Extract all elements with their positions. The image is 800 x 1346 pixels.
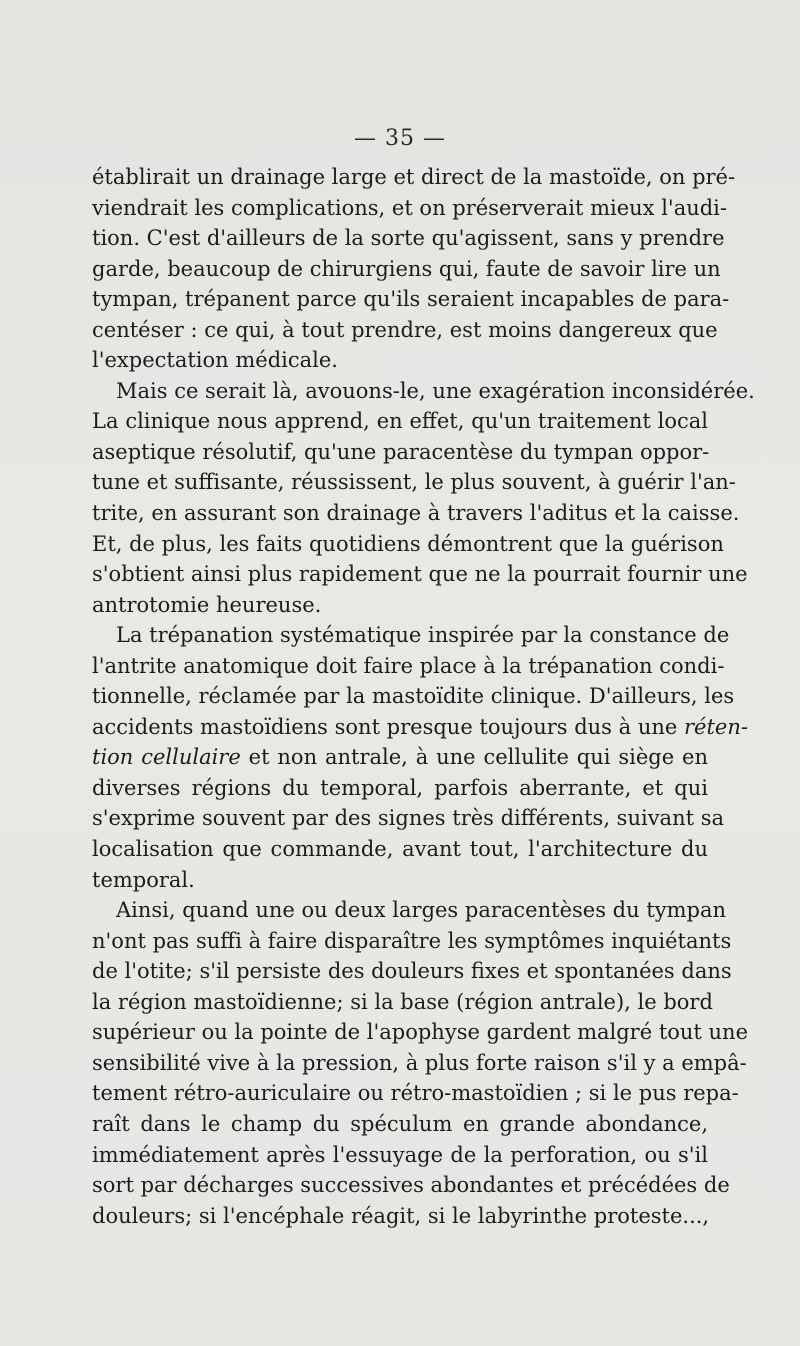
text-line <box>92 712 748 743</box>
text-line <box>92 803 725 834</box>
italic-text: réten- <box>683 714 748 739</box>
text-line <box>92 559 748 590</box>
text-line <box>92 834 708 865</box>
line-text: trite, en assurant son drainage à travers l'aditus et la caisse. <box>92 501 740 526</box>
line-text: la région mastoïdienne; si la base (région antrale), le bord <box>92 989 713 1014</box>
text-line <box>92 1017 749 1048</box>
line-text: accidents mastoïdiens sont presque toujours dus à une <box>92 714 684 739</box>
text-line <box>92 1048 747 1079</box>
line-text: et non antrale, à une cellulite qui siège en <box>240 745 708 770</box>
text-line <box>92 987 713 1018</box>
text-line <box>92 345 708 376</box>
italic-text: tion cellulaire <box>92 745 241 770</box>
line-text: tune et suffisante, réussissent, le plus souvent, à guérir l'an- <box>92 470 736 495</box>
text-line <box>92 406 708 437</box>
text-line <box>92 315 718 346</box>
text-line <box>92 1078 739 1109</box>
text-line <box>92 865 708 896</box>
text-line <box>92 1140 708 1171</box>
text-line <box>92 284 730 315</box>
line-text: n'ont pas suffi à faire disparaître les symptômes inquiétants <box>92 928 732 953</box>
line-text: tion. C'est d'ailleurs de la sorte qu'agissent, sans y prendre <box>92 226 725 251</box>
text-line <box>92 956 732 987</box>
line-text: Et, de plus, les faits quotidiens démontrent que la guérison <box>92 531 724 556</box>
line-text: immédiatement après l'essuyage de la perforation, ou s'il <box>92 1142 708 1167</box>
line-text: localisation que commande, avant tout, l'architecture du <box>92 837 708 862</box>
text-line <box>92 1201 708 1232</box>
text-line <box>92 926 732 957</box>
line-text: sensibilité vive à la pression, à plus forte raison s'il y a empâ- <box>92 1050 747 1075</box>
line-text: antrotomie heureuse. <box>92 592 322 617</box>
text-line <box>92 773 708 804</box>
line-text: viendrait les complications, et on préserverait mieux l'audi- <box>92 195 727 220</box>
line-text: La trépanation systématique inspirée par la constance de <box>116 623 730 648</box>
line-text: aseptique résolutif, qu'une paracentèse du tympan oppor- <box>92 439 710 464</box>
text-line <box>92 437 708 468</box>
line-text: s'obtient ainsi plus rapidement que ne la pourrait fournir une <box>92 562 748 587</box>
line-text: tympan, trépanent parce qu'ils seraient incapables de para- <box>92 287 730 312</box>
text-line <box>92 254 721 285</box>
text-line <box>92 1109 708 1140</box>
text-line <box>92 1170 730 1201</box>
line-text: La clinique nous apprend, en effet, qu'un traitement local <box>92 409 708 434</box>
line-text: raît dans le champ du spéculum en grande abondance, <box>92 1111 708 1136</box>
text-line <box>92 620 730 651</box>
line-text: douleurs; si l'encéphale réagit, si le labyrinthe proteste..., <box>92 1203 710 1228</box>
line-text: temporal. <box>92 867 195 892</box>
text-line <box>92 529 724 560</box>
text-line <box>92 590 708 621</box>
page-number: — 35 — <box>354 126 446 151</box>
line-text: sort par décharges successives abondantes et précédées de <box>92 1173 730 1198</box>
line-text: centéser : ce qui, à tout prendre, est moins dangereux que <box>92 317 718 342</box>
text-line <box>92 681 735 712</box>
line-text: l'antrite anatomique doit faire place à la trépanation condi- <box>92 653 725 678</box>
text-line <box>92 467 736 498</box>
line-text: Mais ce serait là, avouons-le, une exagération inconsidérée. <box>116 378 755 403</box>
line-text: garde, beaucoup de chirurgiens qui, faute de savoir lire un <box>92 256 721 281</box>
text-line <box>92 193 727 224</box>
line-text: établirait un drainage large et direct de la mastoïde, on pré- <box>92 165 736 189</box>
text-line <box>92 895 726 926</box>
line-text: s'exprime souvent par des signes très différents, suivant sa <box>92 806 725 831</box>
line-text: tionnelle, réclamée par la mastoïdite clinique. D'ailleurs, les <box>92 684 735 709</box>
text-line <box>92 162 736 193</box>
text-line <box>92 223 725 254</box>
line-text: l'expectation médicale. <box>92 348 338 373</box>
line-text: diverses régions du temporal, parfois aberrante, et qui <box>92 775 708 800</box>
body-text <box>92 162 755 1231</box>
text-line <box>92 376 755 407</box>
text-line <box>92 651 725 682</box>
line-text: Ainsi, quand une ou deux larges paracentèses du tympan <box>116 898 726 923</box>
text-line <box>92 498 740 529</box>
line-text: de l'otite; s'il persiste des douleurs fixes et spontanées dans <box>92 959 732 984</box>
line-text: tement rétro-auriculaire ou rétro-mastoïdien ; si le pus repa- <box>92 1081 739 1106</box>
line-text: supérieur ou la pointe de l'apophyse gardent malgré tout une <box>92 1020 749 1045</box>
text-line <box>92 742 708 773</box>
